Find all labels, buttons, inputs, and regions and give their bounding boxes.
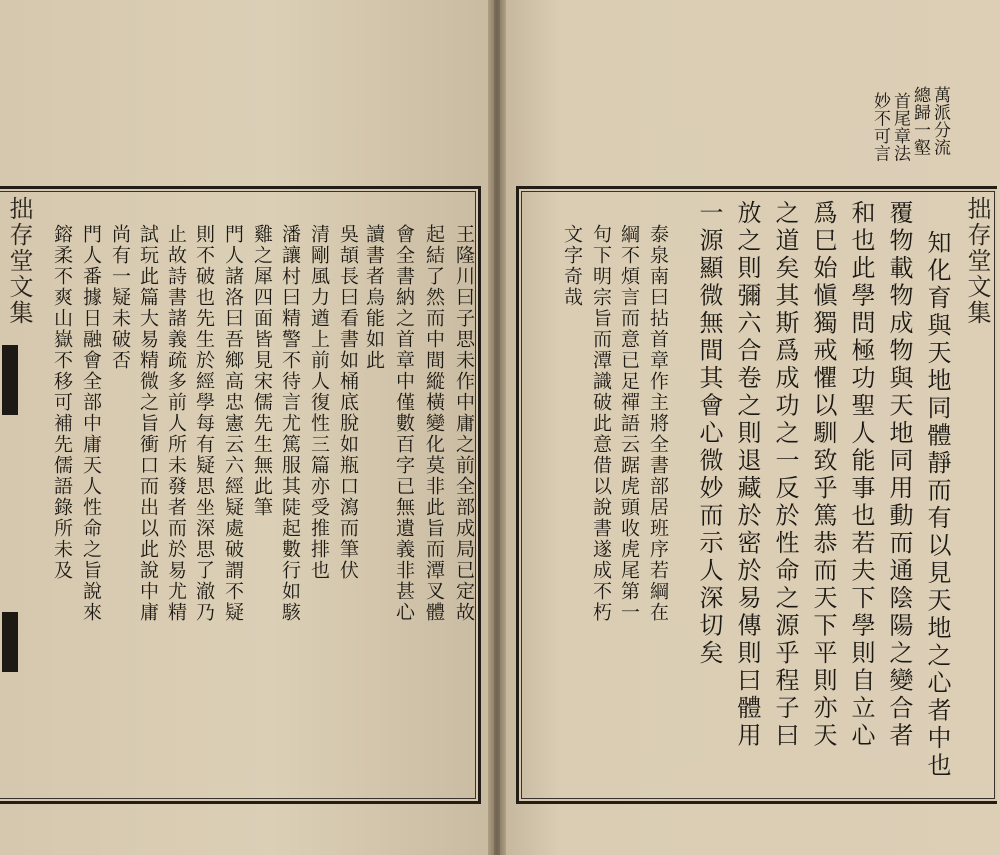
- left-col-14: 門人番據日融會全部中庸天人性命之旨說來: [80, 224, 102, 623]
- fishtail-mark-left-lower: [2, 612, 18, 672]
- fishtail-mark-left: [2, 345, 18, 415]
- left-col-12: 試玩此篇大易精微之旨衝口而出以此說中庸: [137, 224, 159, 623]
- right-col-1: 知化育與天地同體靜而有以見天地之心者中也: [923, 230, 951, 780]
- top-note-col-1: 萬派分流: [930, 86, 950, 156]
- right-col-3: 和也此學問極功聖人能事也若夫下學則自立心: [847, 200, 875, 750]
- left-col-11: 止故詩書諸義疏多前人所未發者而於易尤精: [165, 224, 187, 623]
- left-col-10: 則不破也先生於經學每有疑思坐深思了澈乃: [193, 224, 215, 623]
- right-col-7: 一源顯微無間其會心微妙而示人深切矣: [695, 200, 723, 668]
- top-note-col-4: 妙不可言: [870, 92, 890, 162]
- left-col-13: 尚有一疑未破否: [109, 224, 131, 371]
- top-note-col-2: 總歸一壑: [910, 86, 930, 156]
- right-col-9: 綱不煩言而意已足禪語云踞虎頭收虎尾第一: [618, 224, 640, 623]
- right-col-8: 泰泉南曰拈首章作主將全書部居班序若綱在: [647, 224, 669, 623]
- right-col-10: 句下明宗旨而潭識破此意借以說書遂成不朽: [590, 224, 612, 623]
- left-col-5: 吳頡長曰看書如桶底脫如瓶口瀉而筆伏: [337, 224, 359, 581]
- right-col-2: 覆物載物成物與天地同用動而通陰陽之變合者: [885, 200, 913, 750]
- left-col-8: 雞之犀四面皆見宋儒先生無此筆: [251, 224, 273, 518]
- right-col-5: 之道矣其斯爲成功之一反於性命之源乎程子曰: [771, 200, 799, 750]
- right-col-11: 文字奇哉: [561, 224, 583, 308]
- left-running-title: 拙存堂文集: [5, 196, 33, 326]
- right-running-title: 拙存堂文集: [963, 196, 991, 326]
- left-col-4: 讀書者烏能如此: [363, 224, 385, 371]
- left-col-1: 王隆川曰子思未作中庸之前全部成局已定故: [453, 224, 475, 623]
- left-col-3: 會全書納之首章中僅數百字已無遺義非甚心: [393, 224, 415, 623]
- right-col-4: 爲巳始愼獨戒懼以馴致乎篤恭而天下平則亦天: [809, 200, 837, 750]
- left-col-15: 鎔柔不爽山嶽不移可補先儒語錄所未及: [51, 224, 73, 581]
- left-col-6: 清剛風力遒上前人復性三篇亦受推排也: [308, 224, 330, 581]
- left-col-2: 起結了然而中間縱橫變化莫非此旨而潭叉體: [423, 224, 445, 623]
- book-gutter: [488, 0, 506, 855]
- left-col-9: 門人諸洛曰吾鄉高忠憲云六經疑處破謂不疑: [222, 224, 244, 623]
- top-note-col-3: 首尾章法: [890, 92, 910, 162]
- left-col-7: 潘讓村曰精警不待言尤篤服其陡起數行如駭: [279, 224, 301, 623]
- right-col-6: 放之則彌六合卷之則退藏於密於易傳則曰體用: [733, 200, 761, 750]
